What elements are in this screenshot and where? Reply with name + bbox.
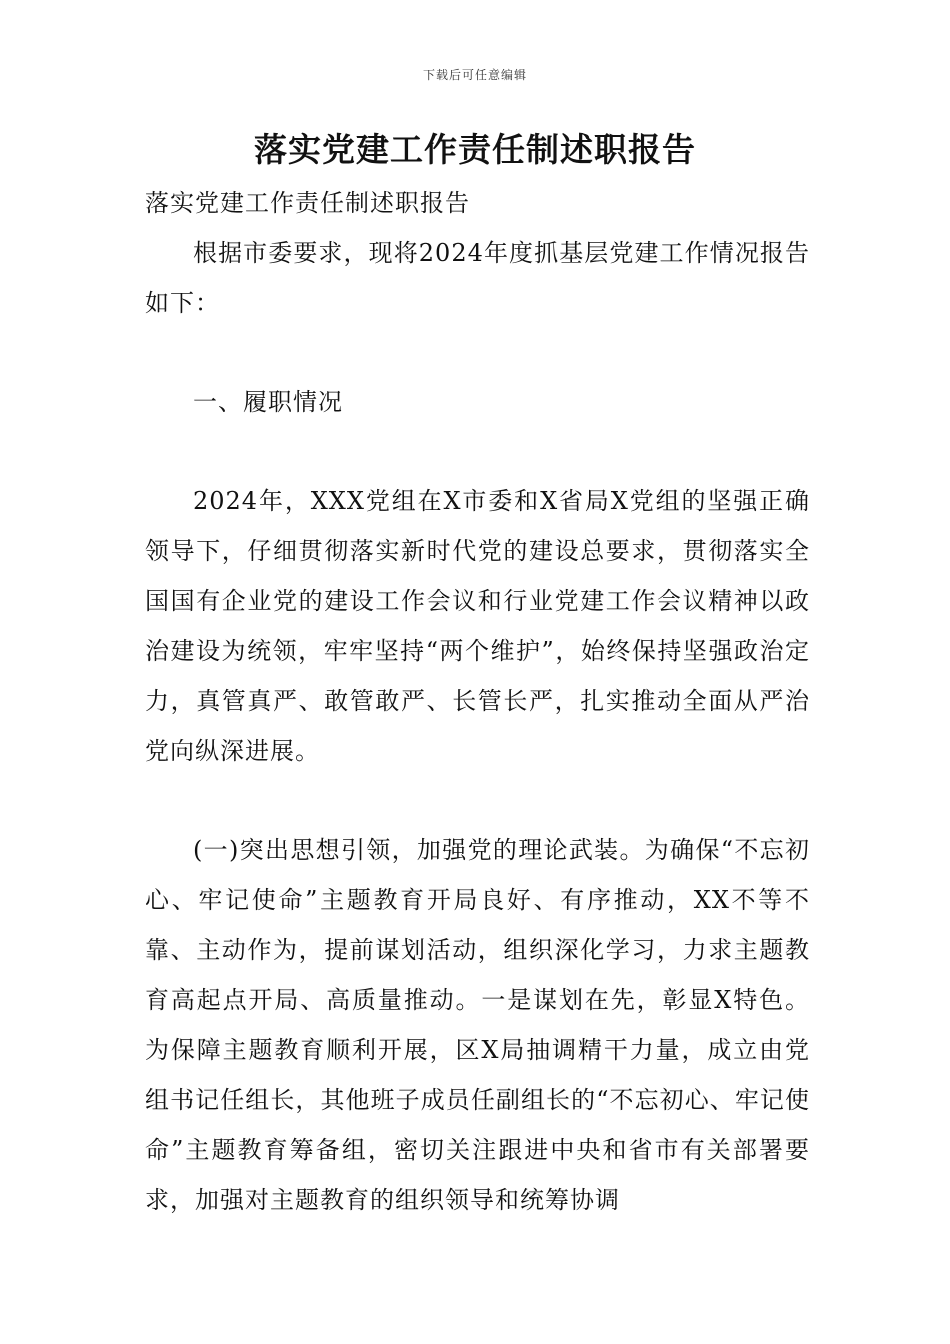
section-heading: 一、履职情况 (193, 388, 343, 416)
header-note: 下载后可任意编辑 (422, 68, 527, 82)
paragraph-spacer (145, 427, 810, 476)
paragraph-spacer (145, 328, 810, 377)
intro-paragraph: 根据市委要求，现将2024年度抓基层党建工作情况报告如下： (145, 239, 810, 317)
body-paragraph: 2024年，XXX党组在X市委和X省局X党组的坚强正确领导下，仔细贯彻落实新时代党的建设总要求，贯彻落实全国国有企业党的建设工作会议和行业党建工作会议精神以政治建设为统领，牢牢坚持“两个维护”，始终保持坚强政治定力，真管真严、敢管敢严、长管长严，扎实推动全面从严治党向纵深进展。 (145, 487, 810, 765)
body-paragraph: (一)突出思想引领，加强党的理论武装。为确保“不忘初心、牢记使命”主题教育开局良好、有序推动，XX不等不靠、主动作为，提前谋划活动，组织深化学习，力求主题教育高起点开局、高质量推动。一是谋划在先，彰显X特色。为保障主题教育顺利开展，区X局抽调精干力量，成立由党组书记任组长，其他班子成员任副组长的“不忘初心、牢记使命”主题教育筹备组，密切关注跟进中央和省市有关部署要求，加强对主题教育的组织领导和统筹协调 (145, 836, 810, 1214)
document-title: 落实党建工作责任制述职报告 (254, 130, 696, 169)
document-subtitle: 落实党建工作责任制述职报告 (145, 189, 470, 217)
document-body (145, 178, 810, 1225)
paragraph-spacer (145, 776, 810, 825)
